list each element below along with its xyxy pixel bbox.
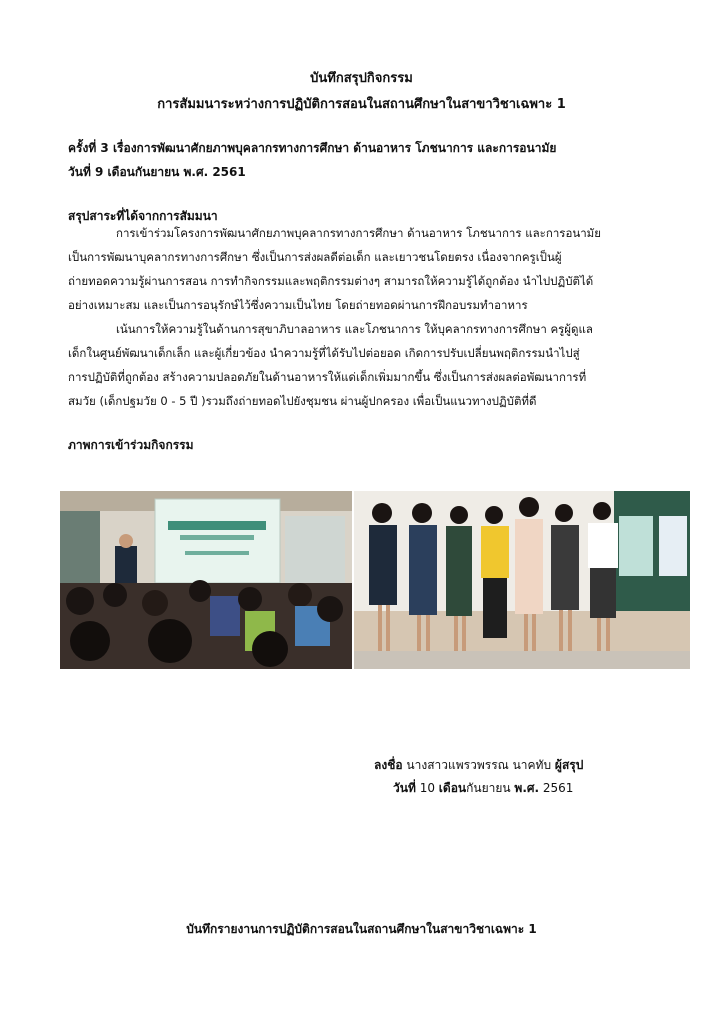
sign-label: ลงชื่อ: [374, 758, 403, 772]
paragraph-line: ถ่ายทอดความรู้ผ่านการสอน การทำกิจกรรมและพฤติกรรมต่างๆ สามารถให้ความรู้ได้ถูกต้อง นำไปปฏิบัติได้: [68, 274, 594, 288]
date-line: วันที่ 9 เดือนกันยายน พ.ศ. 2561: [68, 165, 246, 179]
signer-role: ผู้สรุป: [554, 758, 584, 772]
summary-paragraph-1: [68, 221, 658, 317]
page-footer: บันทึกรายงานการปฏิบัติการสอนในสถานศึกษาในสาขาวิชาเฉพาะ 1: [186, 922, 537, 936]
date-year: 2561: [542, 781, 574, 795]
paragraph-line: เป็นการพัฒนาบุคลากรทางการศึกษา ซึ่งเป็นการส่งผลดีต่อเด็ก และเยาวชนโดยตรง เนื่องจากครูเป็นผู้: [68, 250, 562, 264]
group-photo: [354, 491, 690, 669]
paragraph-line: สมวัย (เด็กปฐมวัย 0 - 5 ปี )รวมถึงถ่ายทอดไปยังชุมชน ผ่านผู้ปกครอง เพื่อเป็นแนวทางปฏิบัติที่ดี: [68, 394, 537, 408]
date-day: 10: [419, 781, 435, 795]
photos-heading: ภาพการเข้าร่วมกิจกรรม: [68, 438, 194, 452]
session-line: ครั้งที่ 3 เรื่องการพัฒนาศักยภาพบุคลากรทางการศึกษา ด้านอาหาร โภชนาการ และการอนามัย: [68, 141, 557, 155]
paragraph-line: อย่างเหมาะสม และเป็นการอนุรักษ์ไว้ซึ่งความเป็นไทย โดยถ่ายทอดผ่านการฝึกอบรมทำอาหาร: [68, 298, 528, 312]
seminar-room-photo: [60, 491, 352, 669]
date-month-label: เดือน: [438, 781, 467, 795]
signature-line: [374, 756, 674, 774]
document-subtitle: การสัมมนาระหว่างการปฏิบัติการสอนในสถานศึกษาในสาขาวิชาเฉพาะ 1: [157, 97, 566, 112]
signature-date-line: [393, 779, 693, 797]
date-month: กันยายน: [466, 781, 511, 795]
date-year-label: พ.ศ.: [514, 781, 540, 795]
signer-name: นางสาวแพรวพรรณ นาคทับ: [406, 758, 552, 772]
activity-photos: [60, 491, 690, 669]
summary-paragraph-2: [68, 317, 658, 413]
paragraph-line: การปฏิบัติที่ถูกต้อง สร้างความปลอดภัยในด้านอาหารให้แด่เด็กเพิ่มมากขึ้น ซึ่งเป็นการส่งผลต่อพัฒนาการที่: [68, 370, 587, 384]
paragraph-line: เด็กในศูนย์พัฒนาเด็กเล็ก และผู้เกี่ยวข้อง นำความรู้ที่ได้รับไปต่อยอด เกิดการปรับเปลี่ยนพฤติกรรมนำไปสู่: [68, 346, 580, 360]
summary-heading: สรุปสาระที่ได้จากการสัมมนา: [68, 209, 218, 223]
paragraph-line: เน้นการให้ความรู้ในด้านการสุขาภิบาลอาหาร และโภชนาการ ให้บุคลากรทางการศึกษา ครูผู้ดูแล: [116, 322, 593, 336]
date-prefix: วันที่: [393, 781, 416, 795]
paragraph-line: การเข้าร่วมโครงการพัฒนาศักยภาพบุคลากรทางการศึกษา ด้านอาหาร โภชนาการ และการอนามัย: [116, 226, 602, 240]
document-title: บันทึกสรุปกิจกรรม: [310, 71, 413, 86]
